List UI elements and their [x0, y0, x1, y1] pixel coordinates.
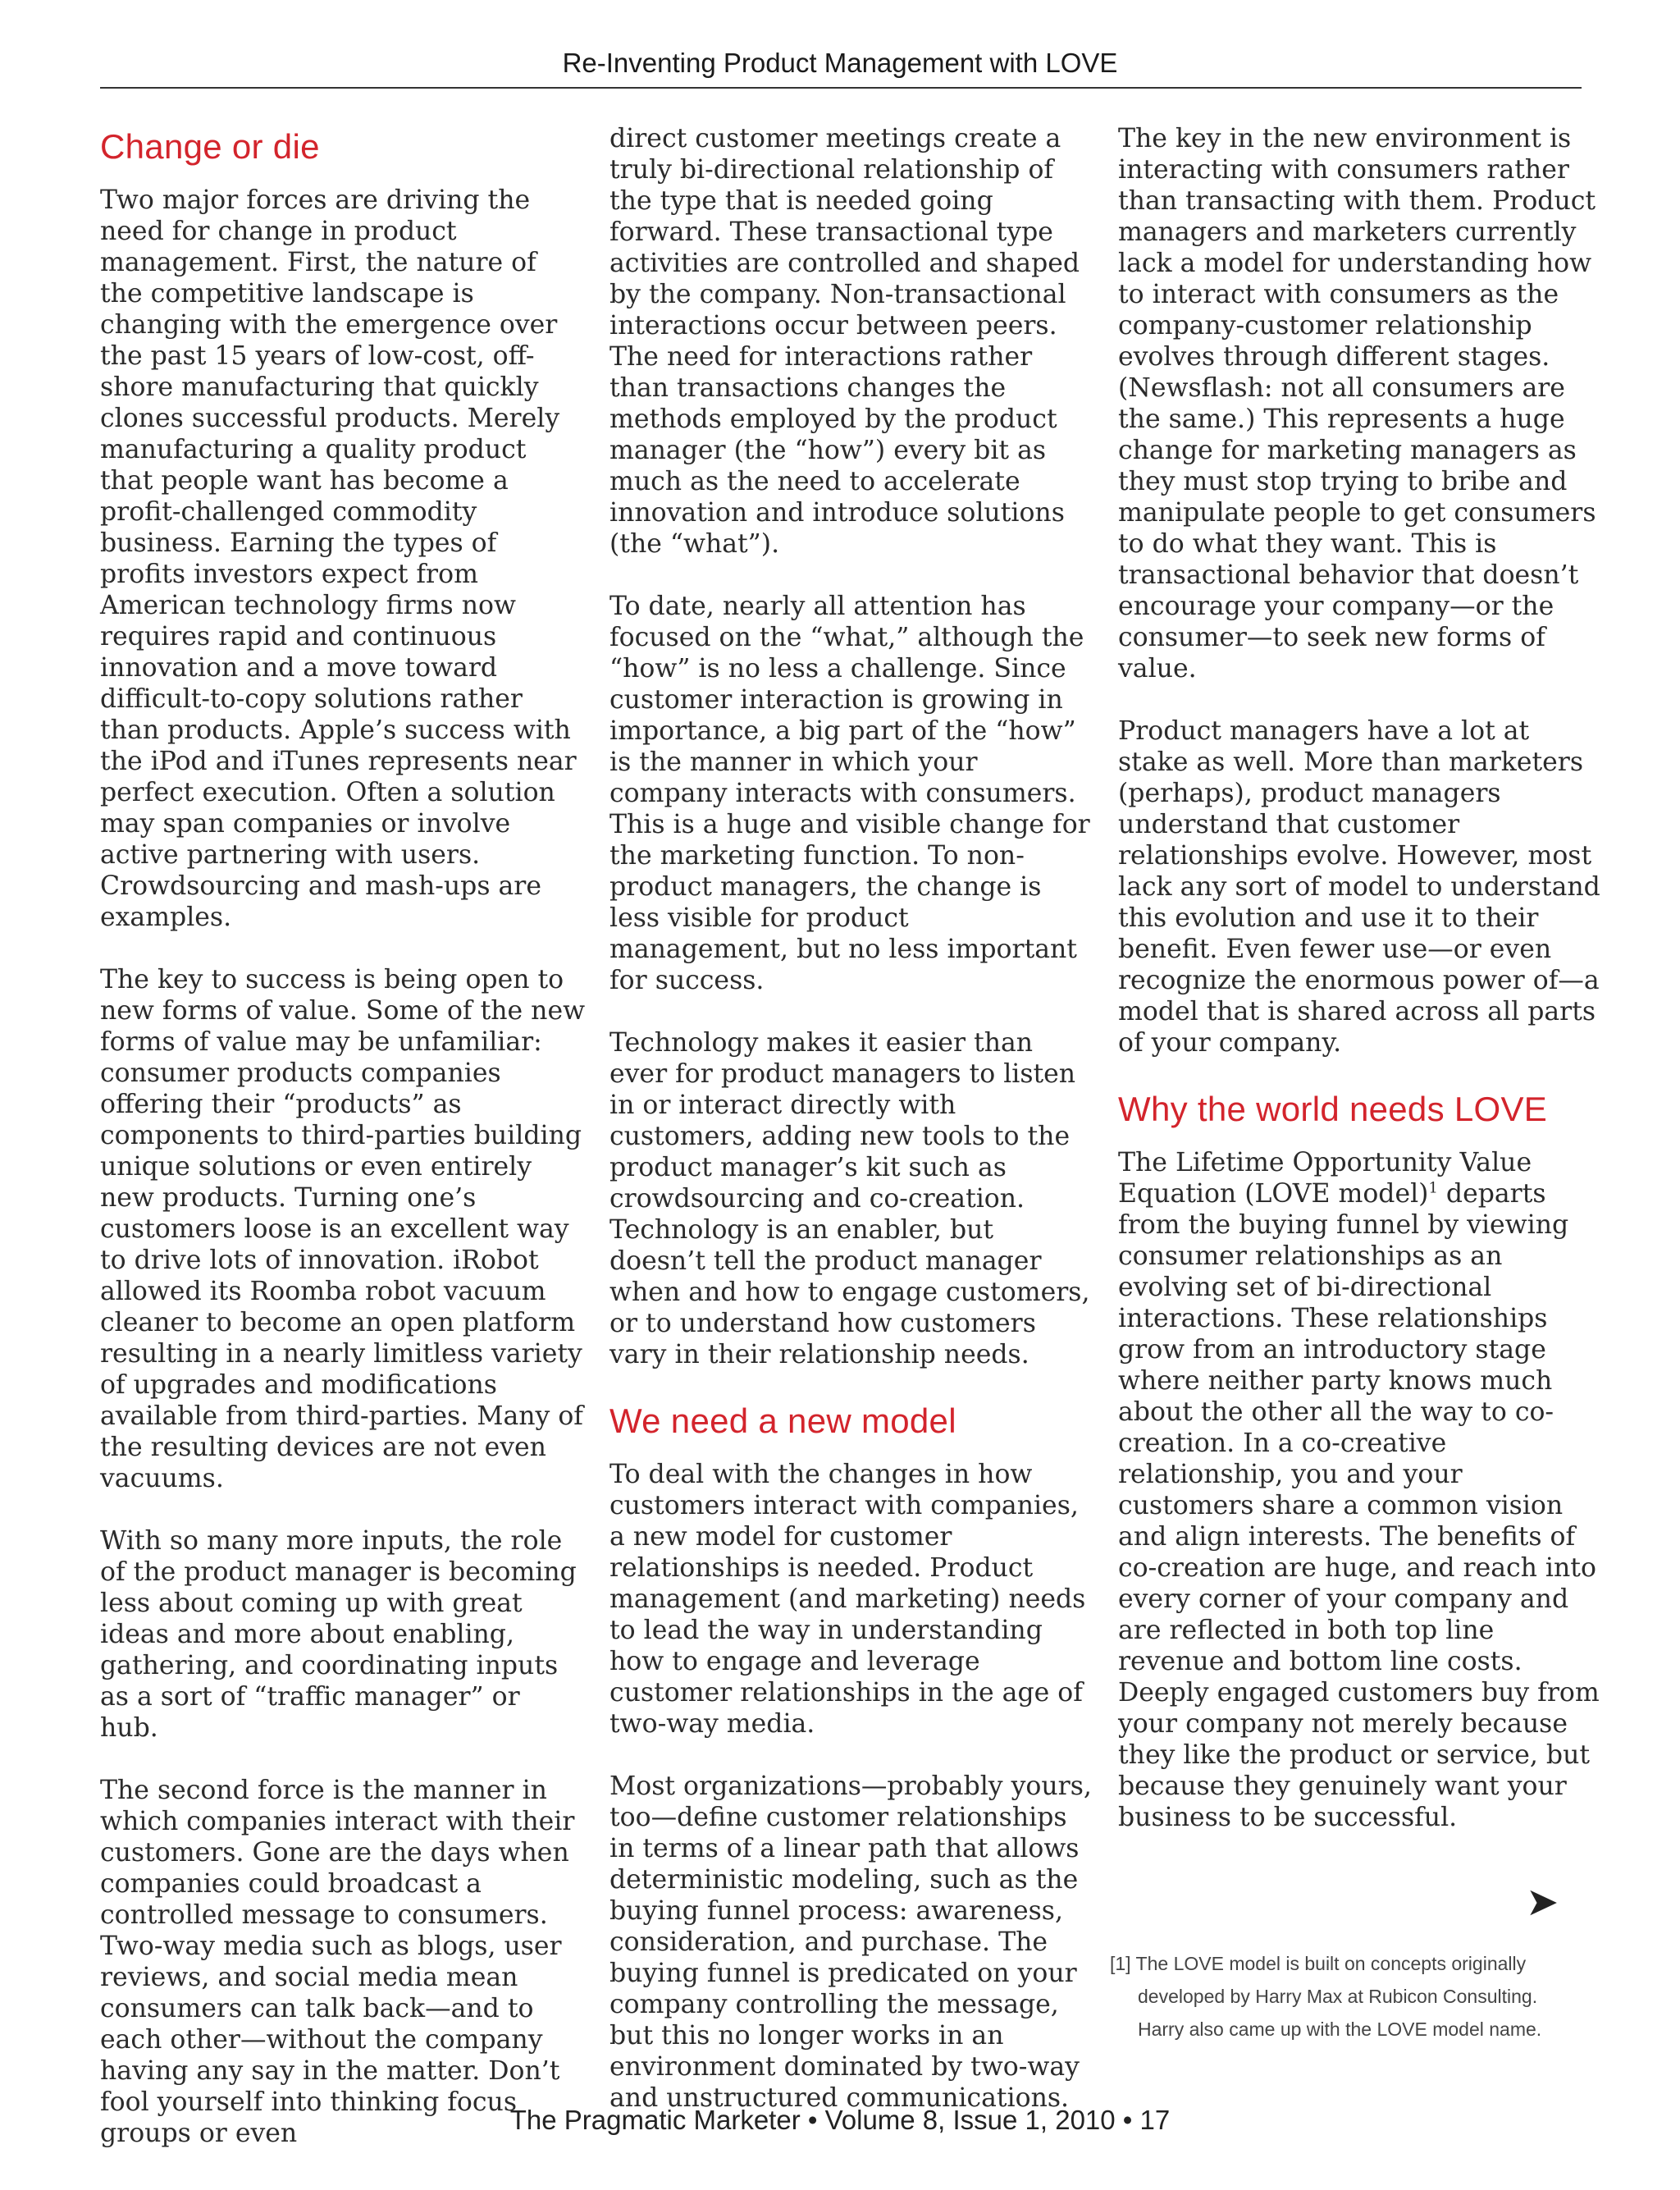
paragraph: direct customer meetings create a truly bi-directional relationship of the type that is needed going forward. These transactional type activities are controlled and shaped by the company. Non-transactional interactions occur between peers. The need for interactions rather than transactions changes the methods employed by the product manager (the “how”) every bit as much as the need to accelerate innovation and introduce solutions (the “what”).	[609, 124, 1080, 559]
footnote-line: [1] The LOVE model is built on concepts originally	[1110, 1953, 1527, 1974]
column-3	[1118, 123, 1604, 1864]
paragraph-text: The Lifetime Opportunity Value Equation (LOVE model)	[1118, 1148, 1532, 1209]
paragraph: To deal with the changes in how customers interact with companies, a new model for customer relationships is needed. Product management (and marketing) needs to lead the way in understanding how to engage and leverage customer relationships in the age of two-way media.	[609, 1460, 1086, 1739]
paragraph: Most organizations—probably yours, too—define customer relationships in terms of a linear path that allows deterministic modeling, such as the buying funnel process: awareness, consideration, and purchase. The buying funnel is predicated on your company controlling the message, but this no longer works in an environment dominated by two-way and unstructured communications.	[609, 1772, 1092, 2113]
column-2	[609, 123, 1095, 2145]
paragraph: Two major forces are driving the need for change in product management. First, the nature of the competitive landscape is changing with the emergence over the past 15 years of low-cost, off-shore manufacturing that quickly clones successful products. Merely manufacturing a quality product that people want has become a profit-challenged commodity business. Earning the types of profits investors expect from American technology firms now requires rapid and continuous innovation and a move toward difficult-to-copy solutions rather than products. Apple’s success with the iPod and iTunes represents near perfect execution. Often a solution may span companies or involve active partnering with users. Crowdsourcing and mash-ups are examples.	[100, 185, 577, 932]
column-1	[100, 123, 586, 2180]
footnote-line: Harry also came up with the LOVE model name.	[1138, 2019, 1542, 2040]
paragraph: Product managers have a lot at stake as well. More than marketers (perhaps), product managers understand that customer relationships evolve. However, most lack any sort of model to understand this evolution and use it to their benefit. Even fewer use—or even recognize the enormous power of—a model that is shared across all parts of your company.	[1118, 716, 1600, 1058]
footnote	[1110, 1947, 1594, 2046]
paragraph: The key in the new environment is interacting with consumers rather than transacting with them. Product managers and marketers currently lack a model for understanding how to interact with consumers as the company-customer relationship evolves through different stages. (Newsflash: not all consumers are the same.) This represents a huge change for marketing managers as they must stop trying to bribe and manipulate people to get consumers to do what they want. This is transactional behavior that doesn’t encourage your company—or the consumer—to seek new forms of value.	[1118, 124, 1596, 684]
paragraph: With so many more inputs, the role of the product manager is becoming less about coming up with great ideas and more about enabling, gathering, and coordinating inputs as a sort of “traffic manager” or hub.	[100, 1526, 577, 1743]
paragraph: Technology makes it easier than ever for product managers to listen in or interact directly with customers, adding new tools to the product manager’s kit such as crowdsourcing and co-creation. Technology is an enabler, but doesn’t tell the product manager when and how to engage customers, or to understand how customers vary in their relationship needs.	[609, 1028, 1090, 1369]
paragraph: To date, nearly all attention has focused on the “what,” although the “how” is no less a challenge. Since customer interaction is growing in importance, a big part of the “how” is the manner in which your company interacts with consumers. This is a huge and visible change for the marketing function. To non-product managers, the change is less visible for product management, but no less important for success.	[609, 592, 1090, 995]
section-heading-change-or-die: Change or die	[100, 127, 320, 166]
footnote-ref: 1	[1428, 1179, 1438, 1197]
right-arrow-icon: ➤	[1526, 1879, 1559, 1925]
header-divider	[100, 87, 1582, 89]
page-footer: The Pragmatic Marketer • Volume 8, Issue 1, 2010 • 17	[509, 2105, 1171, 2135]
paragraph: The key to success is being open to new forms of value. Some of the new forms of value may be unfamiliar: consumer products companies offering their “products” as components to third-parties building unique solutions or even entirely new products. Turning one’s customers loose is an excellent way to drive lots of innovation. iRobot allowed its Roomba robot vacuum cleaner to become an open platform resulting in a nearly limitless variety of upgrades and modifications available from third-parties. Many of the resulting devices are not even vacuums.	[100, 965, 586, 1493]
paragraph	[1118, 1147, 1604, 1833]
paragraph: The second force is the manner in which companies interact with their customers. Gone are the days when companies could broadcast a controlled message to consumers. Two-way media such as blogs, user reviews, and social media mean consumers can talk back—and to each other—without the company having any say in the matter. Don’t fool yourself into thinking focus groups or even	[100, 1776, 575, 2148]
footnote-line: developed by Harry Max at Rubicon Consulting.	[1138, 1986, 1538, 2007]
paragraph-text: departs from the buying funnel by viewing consumer relationships as an evolving set of bi-directional interactions. These relationships grow from an introductory stage where neither party knows much about the other all the way to co-creation. In a co-creative relationship, you and your customers share a common vision and align interests. The benefits of co-creation are huge, and reach into every corner of your company and are reflected in both top line revenue and bottom line costs. Deeply engaged customers buy from your company not merely because they like the product or service, but because they genuinely want your business to be successful.	[1118, 1179, 1600, 1832]
section-heading-why-love: Why the world needs LOVE	[1118, 1090, 1548, 1128]
section-heading-new-model: We need a new model	[609, 1401, 956, 1440]
running-head: Re-Inventing Product Management with LOVE	[562, 48, 1118, 78]
